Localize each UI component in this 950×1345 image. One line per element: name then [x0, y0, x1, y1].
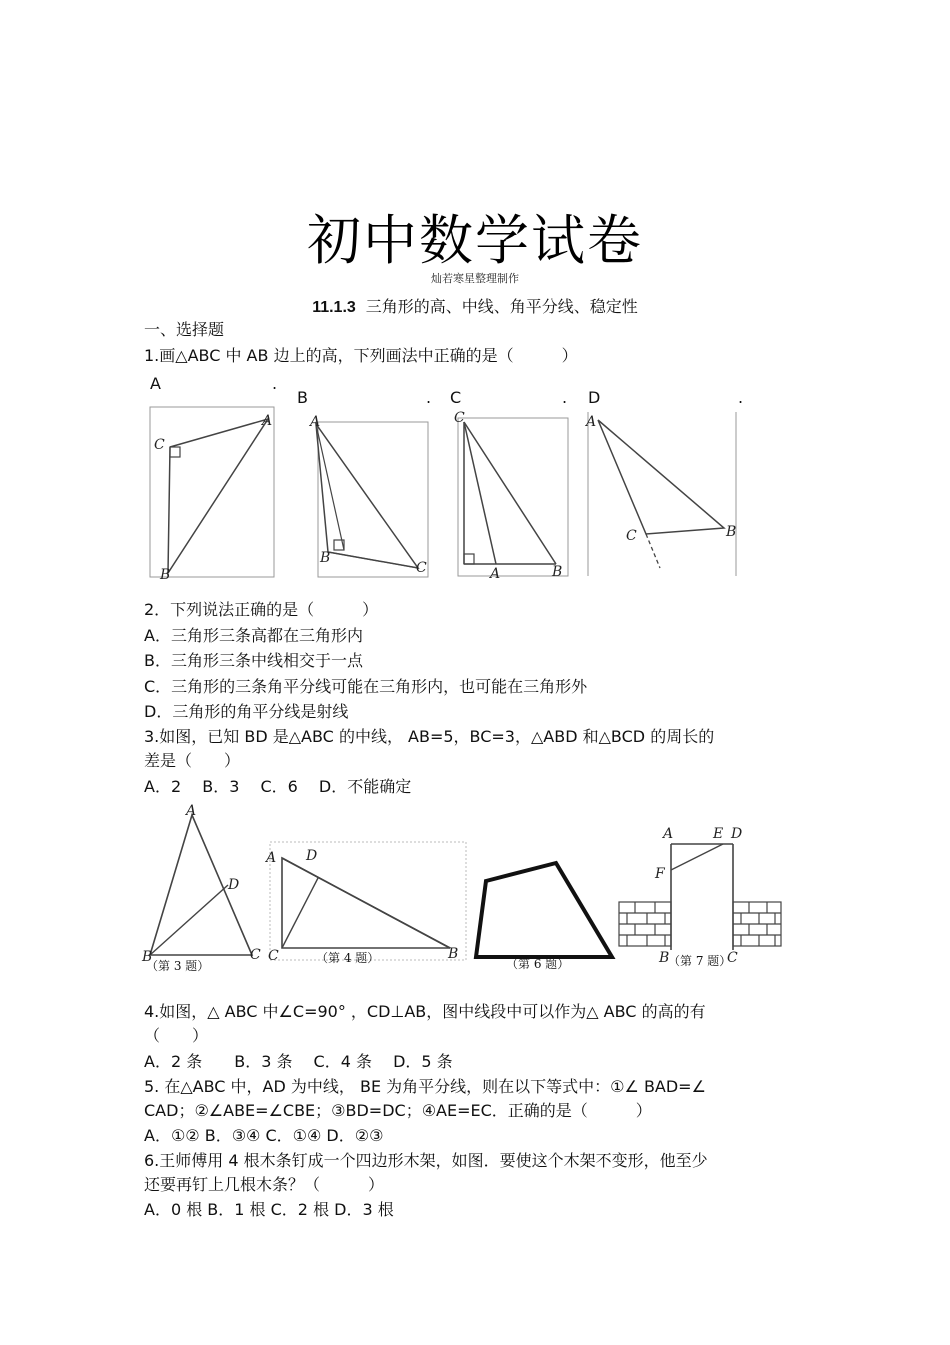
- q1c-label-a: A: [490, 566, 501, 580]
- caption-question-3: （第 3 题）: [146, 959, 210, 973]
- q1-figure-d: [584, 408, 744, 580]
- fig7-label-c: C: [727, 950, 738, 966]
- q1c-label-c: C: [454, 410, 465, 426]
- q1-option-b-label: B: [297, 388, 308, 407]
- q1-figure-c: [448, 408, 573, 580]
- q1-option-a-dot: .: [272, 374, 278, 393]
- q1-option-c-dot: .: [562, 388, 568, 407]
- fig4-label-d: D: [306, 848, 318, 864]
- question-6-line-1: 6.王师傅用 4 根木条钉成一个四边形木架，如图．要使这个木架不变形，他至少: [144, 1151, 708, 1170]
- q2-option-d: D．三角形的角平分线是射线: [144, 702, 349, 721]
- fig3-label-a: A: [186, 803, 197, 819]
- q1-figure-b: [298, 410, 433, 580]
- q1a-label-c: C: [154, 437, 165, 453]
- question-3-options: A．2 B．3 C．6 D．不能确定: [144, 777, 412, 796]
- q1-option-d-label: D: [588, 388, 601, 407]
- q1b-label-b: B: [320, 550, 331, 566]
- caption-question-7: （第 7 题）: [668, 954, 732, 968]
- question-2-text: 2．下列说法正确的是（ ）: [144, 600, 379, 619]
- q2-option-b: B．三角形三条中线相交于一点: [144, 651, 363, 670]
- fig3-label-d: D: [228, 877, 240, 893]
- question-5-line-2: CAD；②∠ABE=∠CBE；③BD=DC；④AE=EC．正确的是（ ）: [144, 1101, 652, 1120]
- figure-question-3: [140, 803, 270, 963]
- question-4-line-2: （ ）: [144, 1026, 209, 1045]
- q1d-label-b: B: [726, 524, 737, 540]
- q1-option-d-dot: .: [738, 388, 744, 407]
- q2-option-c: C．三角形的三条角平分线可能在三角形内，也可能在三角形外: [144, 677, 588, 696]
- question-4-line-1: 4.如图，△ ABC 中∠C=90° ，CD⊥AB，图中线段中可以作为△ ABC 的高的有: [144, 1002, 706, 1021]
- question-5-options: A．①② B．③④ C．①④ D．②③: [144, 1126, 384, 1145]
- question-5-line-1: 5. 在△ABC 中，AD 为中线， BE 为角平分线，则在以下等式中：①∠ BAD=∠: [144, 1077, 706, 1096]
- section-name: 三角形的高、中线、角平分线、稳定性: [365, 297, 638, 316]
- q1-option-b-dot: .: [426, 388, 432, 407]
- figure-question-7: [615, 822, 785, 968]
- question-3-line-1: 3.如图，已知 BD 是△ABC 的中线， AB=5，BC=3，△ABD 和△BCD 的周长的: [144, 727, 715, 746]
- question-6-line-2: 还要再钉上几根木条？（ ）: [144, 1175, 385, 1194]
- question-4-options: A．2 条 B．3 条 C．4 条 D．5 条: [144, 1052, 453, 1071]
- question-1-text: 1.画△ABC 中 AB 边上的高，下列画法中正确的是（ ）: [144, 346, 578, 365]
- section-title: [0, 294, 950, 317]
- fig7-label-f: F: [655, 866, 665, 882]
- fig3-label-c: C: [250, 947, 261, 963]
- fig4-label-a: A: [266, 850, 277, 866]
- page-subtitle: 灿若寒星整理制作: [431, 272, 519, 285]
- q2-option-a: A．三角形三条高都在三角形内: [144, 626, 363, 645]
- question-3-line-2: 差是（ ）: [144, 751, 241, 770]
- q1b-label-a: A: [310, 414, 321, 430]
- q1b-label-c: C: [416, 560, 427, 576]
- q1a-label-b: B: [160, 567, 171, 580]
- fig7-label-e: E: [713, 826, 724, 842]
- fig4-label-c: C: [268, 948, 279, 964]
- q1a-label-a: A: [262, 413, 273, 429]
- caption-question-4: （第 4 题）: [316, 951, 380, 965]
- fig7-label-b: B: [659, 950, 670, 966]
- part-heading: 一、选择题: [144, 320, 225, 339]
- figure-question-6: [470, 855, 620, 965]
- q1d-label-a: A: [586, 414, 597, 430]
- q1d-label-c: C: [626, 528, 637, 544]
- section-number: 11.1.3: [312, 299, 356, 316]
- fig7-label-a: A: [663, 826, 674, 842]
- page-title: 初中数学试卷: [307, 209, 643, 272]
- fig4-label-b: B: [448, 946, 459, 962]
- caption-question-6: （第 6 题）: [506, 957, 570, 971]
- q1-option-a-label: A: [150, 374, 161, 393]
- q1c-label-b: B: [552, 564, 563, 580]
- fig7-label-d: D: [731, 826, 743, 842]
- q1-option-c-label: C: [450, 388, 462, 407]
- fig3-label-b: B: [142, 949, 153, 963]
- figure-question-4: [262, 836, 472, 966]
- q1-figure-a: [148, 405, 278, 580]
- question-6-options: A．0 根 B．1 根 C．2 根 D．3 根: [144, 1200, 394, 1219]
